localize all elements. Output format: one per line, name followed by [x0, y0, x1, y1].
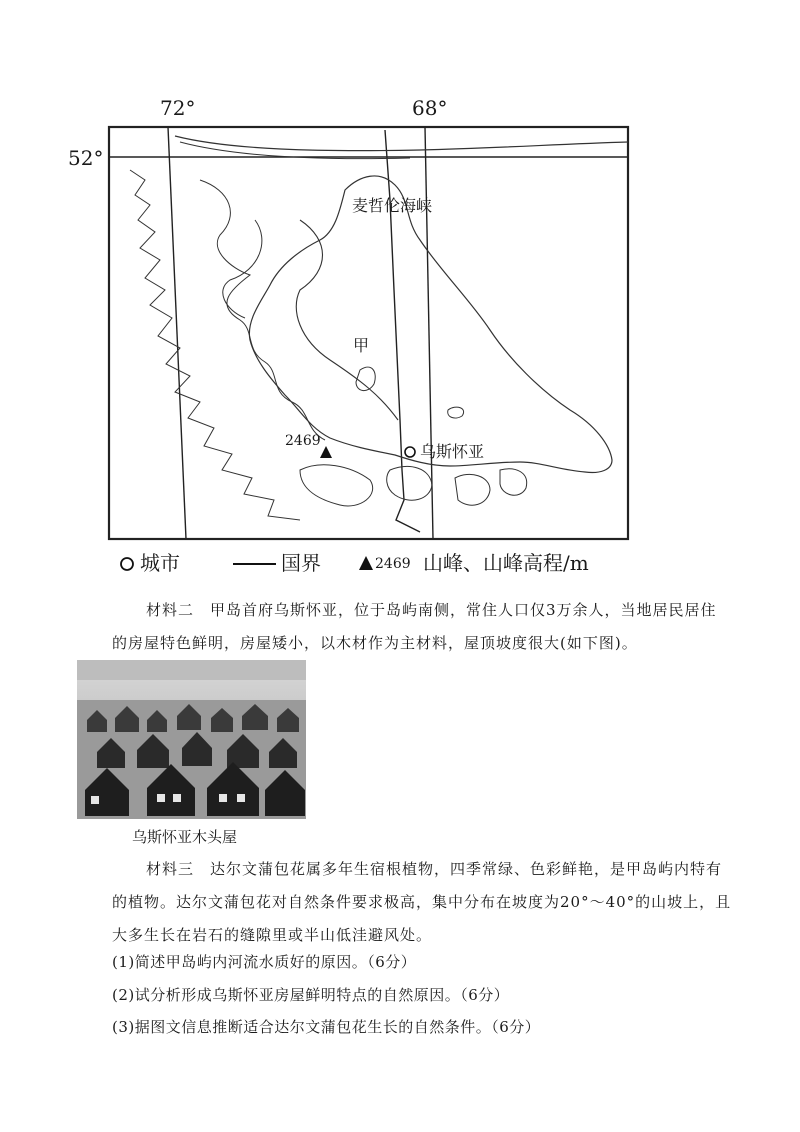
legend-border-label: 国界	[281, 551, 321, 575]
peak-label: 2469	[285, 433, 321, 449]
lon-line-72	[168, 127, 186, 539]
houses-photo-drawing	[77, 660, 306, 819]
west-fjords-2	[200, 180, 325, 440]
city-label: 乌斯怀亚	[420, 442, 485, 461]
south-islands	[300, 465, 527, 506]
lon-label-68: 68°	[412, 96, 448, 120]
legend-city-label: 城市	[140, 551, 180, 575]
wooden-houses-photo	[77, 660, 306, 819]
island-label: 甲	[353, 336, 370, 355]
photo-caption: 乌斯怀亚木头屋	[132, 828, 238, 846]
coast-north	[175, 136, 628, 151]
inner-lake	[356, 367, 375, 390]
question-3: (3)据图文信息推断适合达尔文蒲包花生长的自然条件。（6分）	[112, 1018, 541, 1036]
map-frame	[109, 127, 628, 539]
small-lake	[448, 407, 464, 418]
lon-label-72: 72°	[160, 96, 196, 120]
legend-peak-value: 2469	[375, 556, 411, 572]
material-three	[112, 853, 732, 952]
material-two-text: 材料二 甲岛首府乌斯怀亚，位于岛屿南侧，常住人口仅3万余人，当地居民居住的房屋特色鲜明，房屋矮小，以木材作为主材料，屋顶坡度很大(如下图)。	[112, 601, 717, 652]
material-three-text: 材料三 达尔文蒲包花属多年生宿根植物，四季常绿、色彩鲜艳，是甲岛屿内特有的植物。达尔文蒲包花对自然条件要求极高，集中分布在坡度为20°～40°的山坡上，且大多生长在岩石的缝隙里或半山低洼避风处。	[112, 860, 732, 944]
strait-label: 麦哲伦海峡	[352, 196, 433, 215]
city-marker-icon	[405, 447, 415, 457]
legend-peak-icon	[359, 556, 373, 570]
material-two	[112, 594, 732, 660]
west-channel	[223, 220, 262, 318]
question-2: (2)试分析形成乌斯怀亚房屋鲜明特点的自然原因。（6分）	[112, 986, 510, 1004]
lat-label-52: 52°	[68, 146, 104, 170]
peak-marker-icon	[320, 446, 332, 458]
national-border	[385, 130, 420, 532]
question-1: (1)简述甲岛屿内河流水质好的原因。（6分）	[112, 953, 417, 971]
legend-peak-label: 山峰、山峰高程/m	[423, 551, 589, 575]
strait-channel	[296, 220, 398, 420]
west-fjords	[130, 170, 300, 520]
legend-city-icon	[121, 558, 133, 570]
